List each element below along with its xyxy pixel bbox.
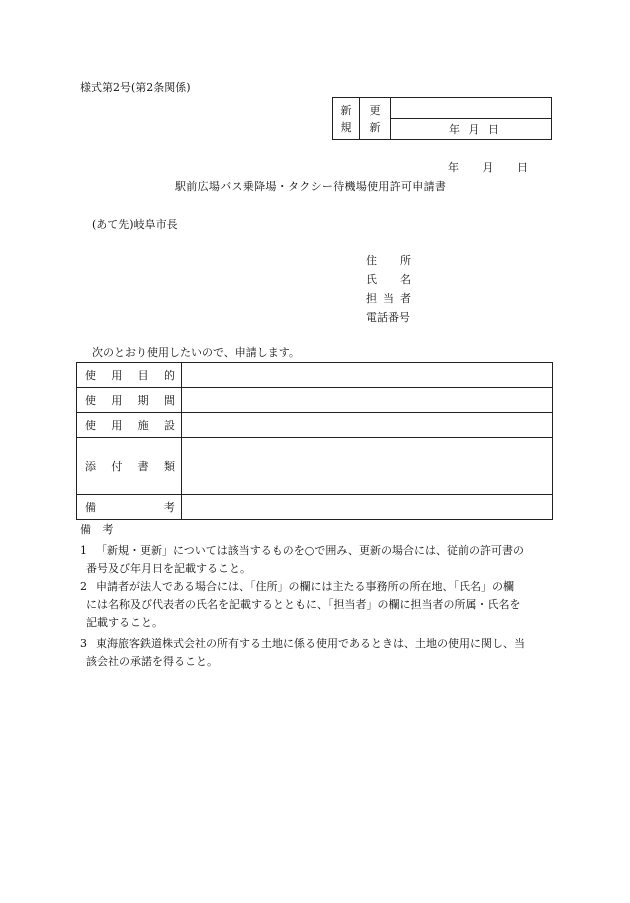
renewal-month-label: 月 (468, 122, 480, 136)
date-month-label: 月 (482, 161, 494, 174)
note-line: 「新規・更新」については該当するものを○で囲み、更新の場合には、従前の許可書の (96, 544, 525, 557)
intro-text: 次のとおり使用したいので、申請します。 (92, 346, 300, 359)
table-row-period (77, 388, 553, 413)
remarks-label: 備 考 (77, 495, 182, 520)
facility-field[interactable] (182, 413, 553, 438)
table-row-attachments (77, 438, 553, 495)
application-date[interactable] (448, 162, 528, 173)
note-line: 記載すること。 (86, 616, 163, 629)
table-row-remarks (77, 495, 553, 520)
date-day-label: 日 (517, 161, 528, 174)
attachments-field[interactable] (182, 438, 553, 495)
renewal-box (332, 97, 552, 140)
applicant-fields (366, 255, 411, 323)
period-label: 使 用 期 間 (77, 388, 182, 413)
renew-cell[interactable] (360, 98, 391, 140)
note-line: 番号及び年月日を記載すること。 (86, 562, 251, 575)
application-table (76, 362, 553, 520)
phone-label: 電話番号 (366, 311, 410, 324)
table-row-facility (77, 413, 553, 438)
renewal-number-field[interactable] (391, 98, 552, 119)
name-label: 氏 名 (366, 273, 411, 286)
new-cell[interactable] (333, 98, 360, 140)
purpose-label: 使 用 目 的 (77, 363, 182, 388)
date-year-label: 年 (448, 161, 459, 174)
new-char-1: 新 (340, 103, 352, 117)
address-label: 住 所 (366, 254, 411, 267)
renewal-date-field[interactable] (391, 119, 552, 140)
note-line: には名称及び代表者の氏名を記載するとともに、「担当者」の欄に担当者の所属・氏名を (86, 598, 521, 611)
note-line: 東海旅客鉄道株式会社の所有する土地に係る使用であるときは、土地の使用に関し、当 (96, 637, 525, 650)
period-field[interactable] (182, 388, 553, 413)
addressee: (あて先)岐阜市長 (92, 218, 178, 231)
renewal-day-label: 日 (488, 122, 499, 136)
notes-heading: 備 考 (80, 523, 114, 536)
purpose-field[interactable] (182, 363, 553, 388)
attachments-label: 添 付 書 類 (77, 438, 182, 495)
form-number: 様式第2号(第2条関係) (80, 81, 191, 94)
note-number: 3 (80, 637, 87, 650)
remarks-field[interactable] (182, 495, 553, 520)
facility-label: 使 用 施 設 (77, 413, 182, 438)
note-number: 2 (80, 580, 87, 593)
renewal-year-label: 年 (449, 122, 460, 136)
form-title: 駅前広場バス乗降場・タクシー待機場使用許可申請書 (175, 180, 447, 193)
contact-person-label: 担 当 者 (366, 292, 411, 305)
table-row-purpose (77, 363, 553, 388)
note-line: 該会社の承諾を得ること。 (86, 655, 218, 668)
renew-char-1: 更 (369, 103, 381, 117)
new-char-2: 規 (340, 120, 352, 134)
note-line: 申請者が法人である場合には、「住所」の欄には主たる事務所の所在地、「氏名」の欄 (96, 580, 514, 593)
renew-char-2: 新 (369, 120, 381, 134)
note-number: 1 (80, 544, 87, 557)
